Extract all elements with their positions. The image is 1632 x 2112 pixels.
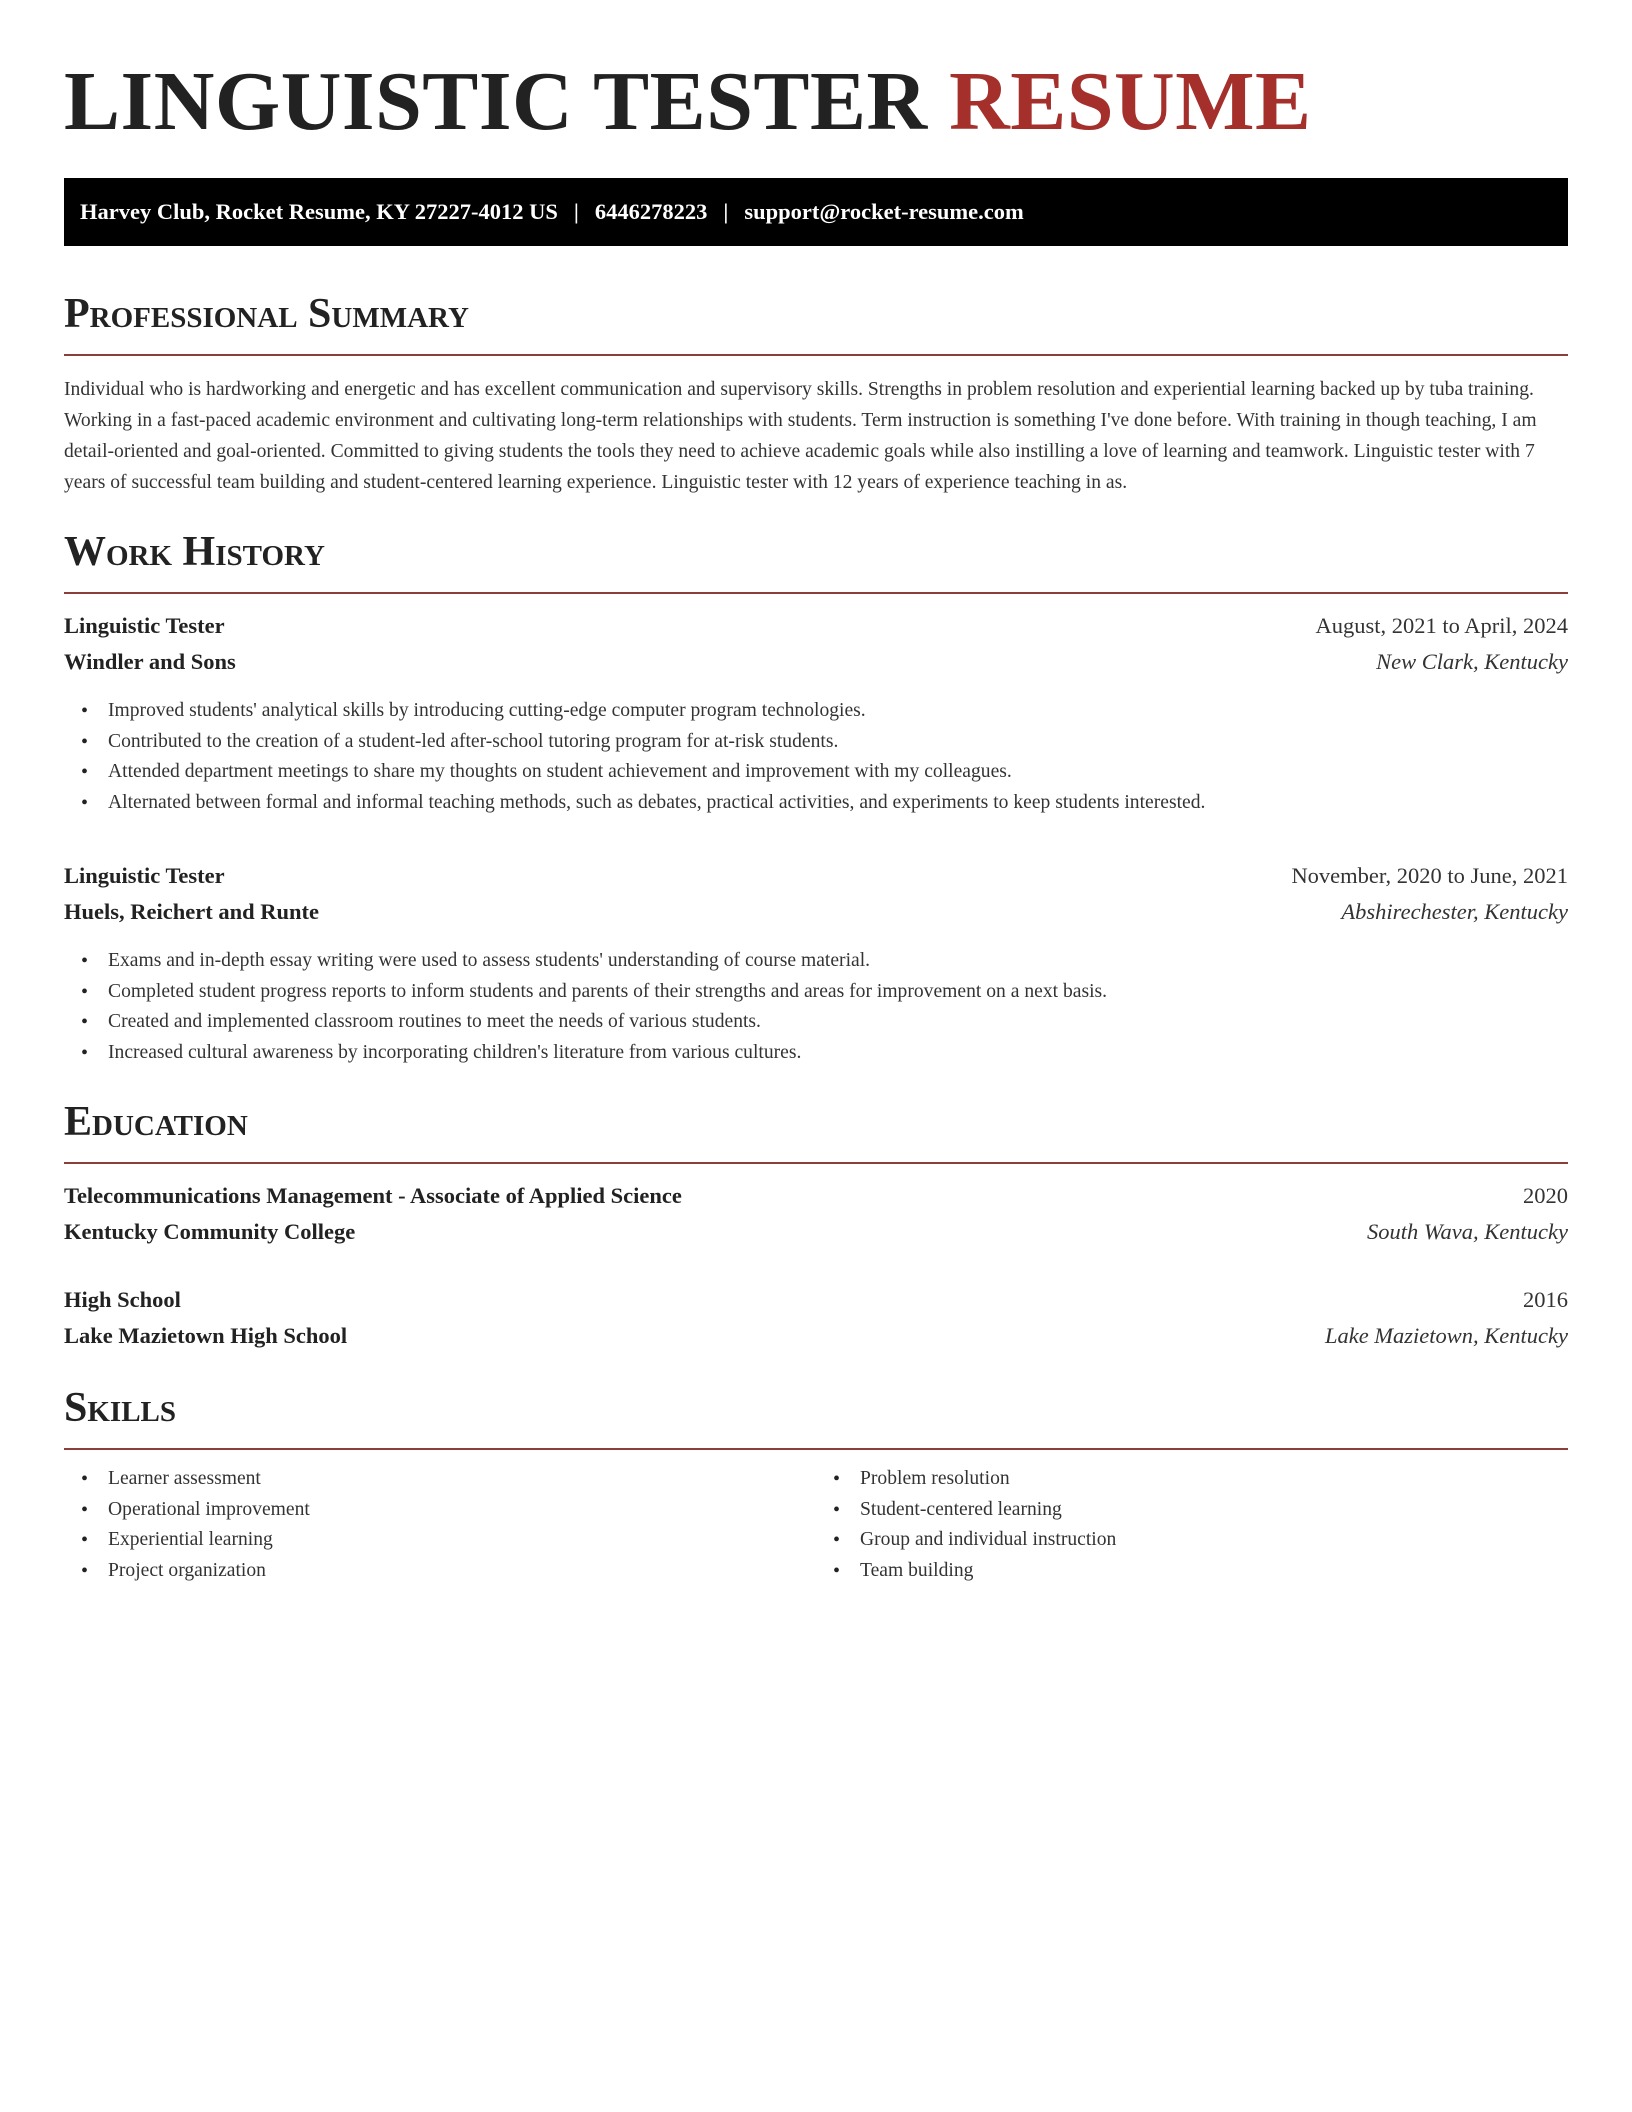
job-title: Linguistic Tester [64,863,225,888]
education-school: Lake Mazietown High School [64,1323,348,1348]
skills-column-right [816,1464,1568,1586]
skills-column-left [64,1464,816,1586]
education-location: South Wava, Kentucky [1367,1219,1568,1244]
job-company-row [64,644,1568,680]
section-divider [64,592,1568,594]
job-entry [64,858,1568,1068]
skill-item: • Experiential learning [64,1525,816,1556]
education-section [64,1096,1568,1354]
section-divider [64,1162,1568,1164]
education-entry [64,1178,1568,1250]
education-year: 2020 [1523,1183,1568,1208]
section-divider [64,354,1568,356]
job-location: Abshirechester, Kentucky [1341,899,1568,924]
skill-item: • Group and individual instruction [816,1525,1568,1556]
work-history-heading: Work History [64,529,325,575]
job-duty: • Contributed to the creation of a student-led after-school tutoring program for at-risk students. [64,727,1568,758]
job-company-row [64,894,1568,930]
education-school: Kentucky Community College [64,1219,356,1244]
job-duty: • Exams and in-depth essay writing were used to assess students' understanding of course material. [64,946,1568,977]
job-title-row [64,858,1568,894]
education-degree-row [64,1282,1568,1318]
skill-item: • Project organization [64,1556,816,1587]
skills-list [64,1464,816,1586]
skill-item: • Operational improvement [64,1495,816,1526]
skill-item: • Team building [816,1556,1568,1587]
job-dates: November, 2020 to June, 2021 [1291,863,1568,888]
resume-title [64,52,1568,152]
skill-item: • Learner assessment [64,1464,816,1495]
education-year: 2016 [1523,1287,1568,1312]
skills-list [816,1464,1568,1586]
education-degree: High School [64,1287,181,1312]
job-duty: • Created and implemented classroom routines to meet the needs of various students. [64,1007,1568,1038]
summary-text: Individual who is hardworking and energetic and has excellent communication and supervisory skills. Strengths in problem resolution and experiential learning backed up by tuba training. Working in a fast-paced academic environment and cultivating long-term relationships with students. Term instruction is something I've done before. With training in though teaching, I am detail-oriented and goal-oriented. Committed to giving students the tools they need to achieve academic goals while also instilling a love of learning and teamwork. Linguistic tester with 7 years of successful team building and student-centered learning experience. Linguistic tester with 12 years of experience teaching in as. [64,379,1537,493]
job-title-row [64,608,1568,644]
skills-section [64,1382,1568,1586]
job-company: Windler and Sons [64,649,236,674]
resume-title-accent: RESUME [949,55,1312,148]
contact-address: Harvey Club, Rocket Resume, KY 27227-4012 US [80,199,558,224]
education-school-row [64,1214,1568,1250]
education-degree: Telecommunications Management - Associate of Applied Science [64,1183,682,1208]
resume-title-main: LINGUISTIC TESTER [64,55,928,148]
job-title: Linguistic Tester [64,613,225,638]
skills-heading: Skills [64,1385,177,1431]
education-school-row [64,1318,1568,1354]
education-entry [64,1282,1568,1354]
education-location: Lake Mazietown, Kentucky [1324,1323,1568,1348]
job-duty: • Improved students' analytical skills by introducing cutting-edge computer program technologies. [64,696,1568,727]
contact-separator: | [573,199,579,224]
skill-item: • Problem resolution [816,1464,1568,1495]
job-company: Huels, Reichert and Runte [64,899,319,924]
summary-section [64,288,1568,498]
job-duty: • Completed student progress reports to inform students and parents of their strengths and areas for improvement on a next basis. [64,977,1568,1008]
job-duties-list [64,696,1568,818]
work-history-section [64,526,1568,1068]
job-duty: • Alternated between formal and informal teaching methods, such as debates, practical activities, and experiments to keep students interested. [64,788,1568,819]
job-location: New Clark, Kentucky [1376,649,1568,674]
contact-email: support@rocket-resume.com [744,199,1024,224]
summary-heading: Professional Summary [64,291,469,337]
contact-separator: | [723,199,729,224]
section-divider [64,1448,1568,1450]
job-duty: • Attended department meetings to share my thoughts on student achievement and improvement with my colleagues. [64,757,1568,788]
skill-item: • Student-centered learning [816,1495,1568,1526]
skills-grid [64,1464,1568,1586]
job-dates: August, 2021 to April, 2024 [1315,613,1568,638]
job-duties-list [64,946,1568,1068]
education-heading: Education [64,1099,248,1145]
contact-bar [64,178,1568,246]
contact-phone: 6446278223 [594,199,708,224]
job-duty: • Increased cultural awareness by incorporating children's literature from various cultures. [64,1038,1568,1069]
education-degree-row [64,1178,1568,1214]
job-entry [64,608,1568,818]
